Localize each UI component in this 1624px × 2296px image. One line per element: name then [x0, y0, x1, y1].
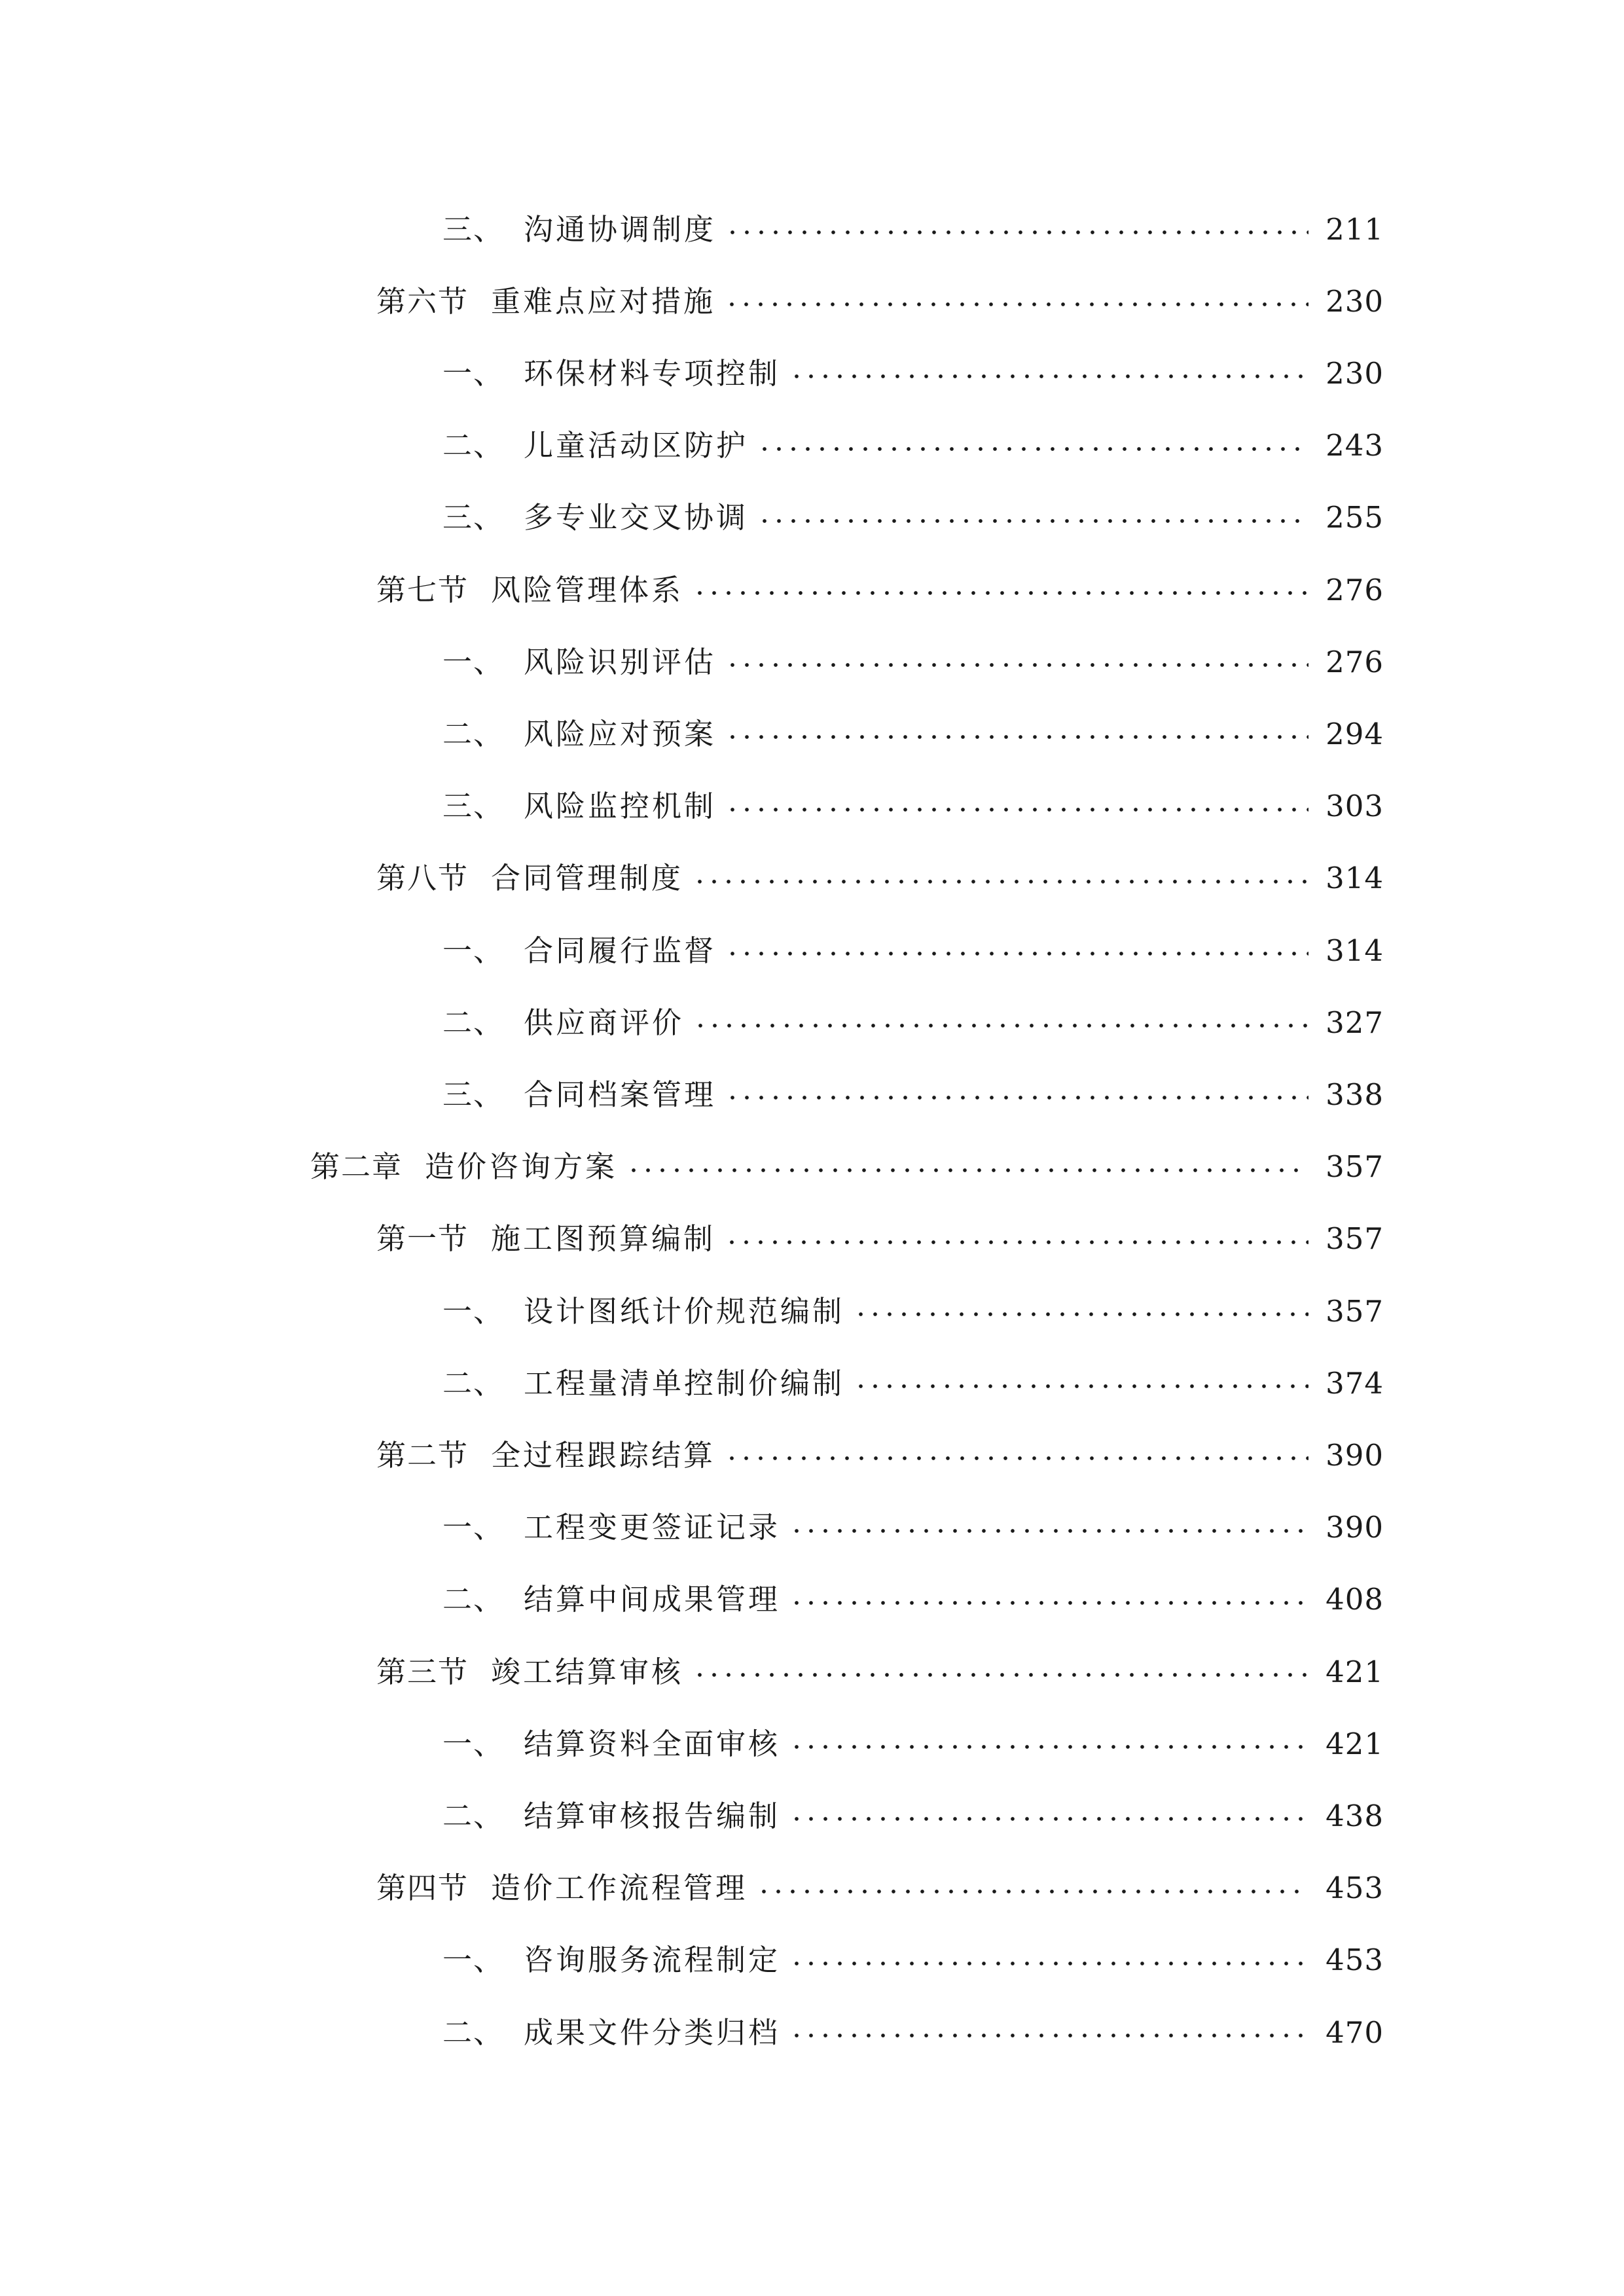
- toc-subsection-entry[interactable]: [442, 914, 1384, 986]
- toc-entry-number: 三、: [442, 211, 505, 247]
- toc-subsection-entry[interactable]: [442, 1708, 1384, 1780]
- toc-entry-title: 风险监控机制: [524, 789, 717, 824]
- dot-leader: [725, 950, 1308, 957]
- toc-entry-title: 儿童活动区防护: [524, 428, 749, 463]
- toc-entry-title: 风险应对预案: [524, 716, 717, 751]
- toc-subsection-entry[interactable]: [442, 337, 1384, 409]
- toc-entry-title: 风险管理体系: [491, 572, 684, 607]
- toc-entry-title: 合同档案管理: [524, 1077, 717, 1112]
- toc-subsection-entry[interactable]: [442, 1924, 1384, 1996]
- toc-entry-title: 风险识别评估: [524, 644, 717, 679]
- toc-entry-title: 工程变更签证记录: [524, 1510, 781, 1545]
- toc-entry-number: 一、: [442, 1510, 505, 1545]
- dot-leader: [789, 373, 1308, 380]
- dot-leader: [725, 1239, 1308, 1246]
- toc-entry-title: 工程量清单控制价编制: [524, 1365, 845, 1401]
- toc-page-number: 314: [1326, 861, 1384, 896]
- dot-leader: [693, 1022, 1308, 1029]
- dot-leader: [725, 662, 1308, 668]
- dot-leader: [725, 1094, 1308, 1101]
- dot-leader: [789, 1600, 1308, 1606]
- toc-chapter-entry[interactable]: [310, 1131, 1384, 1203]
- toc-entry-title: 施工图预算编制: [491, 1221, 716, 1257]
- toc-section-entry[interactable]: [376, 265, 1384, 337]
- dot-leader: [693, 878, 1308, 885]
- toc-entry-title: 竣工结算审核: [491, 1654, 684, 1689]
- dot-leader: [725, 734, 1308, 740]
- toc-page-number: 230: [1326, 355, 1384, 391]
- toc-page-number: 374: [1326, 1365, 1384, 1401]
- dot-leader: [789, 1816, 1308, 1822]
- dot-leader: [725, 1455, 1308, 1462]
- toc-entry-number: 一、: [442, 933, 505, 968]
- toc-entry-title: 咨询服务流程制定: [524, 1943, 781, 1978]
- toc-entry-number: 第二节: [376, 1437, 469, 1473]
- toc-entry-number: 第二章: [310, 1149, 403, 1185]
- toc-subsection-entry[interactable]: [442, 770, 1384, 842]
- dot-leader: [854, 1311, 1308, 1318]
- dot-leader: [725, 301, 1308, 308]
- toc-section-entry[interactable]: [376, 842, 1384, 914]
- toc-subsection-entry[interactable]: [442, 626, 1384, 698]
- toc-page-number: 421: [1326, 1654, 1384, 1689]
- toc-page-number: 255: [1326, 500, 1384, 535]
- toc-section-entry[interactable]: [376, 1852, 1384, 1924]
- toc-page-number: 390: [1326, 1437, 1384, 1473]
- toc-page-number: 390: [1326, 1510, 1384, 1545]
- toc-page-number: 294: [1326, 716, 1384, 751]
- toc-subsection-entry[interactable]: [442, 1347, 1384, 1419]
- dot-leader: [757, 1888, 1308, 1895]
- toc-entry-number: 第三节: [376, 1654, 469, 1689]
- toc-entry-number: 第四节: [376, 1871, 469, 1906]
- dot-leader: [789, 2032, 1308, 2039]
- toc-page-number: 408: [1326, 1582, 1384, 1617]
- toc-entry-number: 二、: [442, 2015, 505, 2050]
- toc-entry-title: 全过程跟踪结算: [491, 1437, 716, 1473]
- toc-page-number: 276: [1326, 572, 1384, 607]
- toc-entry-number: 二、: [442, 716, 505, 751]
- toc-entry-number: 二、: [442, 1365, 505, 1401]
- toc-entry-number: 第八节: [376, 861, 469, 896]
- toc-page-number: 357: [1326, 1293, 1384, 1329]
- toc-entry-number: 二、: [442, 1005, 505, 1040]
- toc-entry-title: 成果文件分类归档: [524, 2015, 781, 2050]
- dot-leader: [757, 518, 1308, 524]
- toc-entry-title: 设计图纸计价规范编制: [524, 1293, 845, 1329]
- toc-page-number: 357: [1326, 1221, 1384, 1257]
- toc-subsection-entry[interactable]: [442, 698, 1384, 770]
- toc-page-number: 338: [1326, 1077, 1384, 1112]
- toc-entry-title: 供应商评价: [524, 1005, 685, 1040]
- dot-leader: [725, 229, 1308, 236]
- toc-entry-title: 结算中间成果管理: [524, 1582, 781, 1617]
- toc-entry-number: 第一节: [376, 1221, 469, 1257]
- toc-subsection-entry[interactable]: [442, 193, 1384, 265]
- toc-subsection-entry[interactable]: [442, 410, 1384, 482]
- toc-entry-title: 重难点应对措施: [491, 283, 716, 319]
- toc-entry-title: 沟通协调制度: [524, 211, 717, 247]
- toc-page-number: 211: [1326, 211, 1384, 247]
- toc-entry-number: 二、: [442, 1798, 505, 1833]
- dot-leader: [757, 446, 1308, 452]
- toc-subsection-entry[interactable]: [442, 1058, 1384, 1130]
- dot-leader: [789, 1960, 1308, 1967]
- toc-entry-title: 多专业交叉协调: [524, 500, 749, 535]
- toc-page-number: 314: [1326, 933, 1384, 968]
- toc-entry-number: 二、: [442, 428, 505, 463]
- toc-entry-number: 第七节: [376, 572, 469, 607]
- toc-page-number: 243: [1326, 428, 1384, 463]
- dot-leader: [693, 1672, 1308, 1678]
- toc-subsection-entry[interactable]: [442, 986, 1384, 1058]
- toc-subsection-entry[interactable]: [442, 1780, 1384, 1852]
- toc-entry-number: 一、: [442, 1726, 505, 1761]
- dot-leader: [789, 1528, 1308, 1534]
- toc-subsection-entry[interactable]: [442, 482, 1384, 554]
- toc-section-entry[interactable]: [376, 1203, 1384, 1275]
- toc-entry-title: 合同履行监督: [524, 933, 717, 968]
- toc-subsection-entry[interactable]: [442, 1564, 1384, 1636]
- toc-page-number: 327: [1326, 1005, 1384, 1040]
- toc-section-entry[interactable]: [376, 1419, 1384, 1491]
- toc-entry-title: 环保材料专项控制: [524, 355, 781, 391]
- toc-page-number: 276: [1326, 644, 1384, 679]
- toc-page-number: 303: [1326, 789, 1384, 824]
- toc-entry-number: 一、: [442, 644, 505, 679]
- toc-entry-number: 二、: [442, 1582, 505, 1617]
- toc-entry-number: 一、: [442, 355, 505, 391]
- toc-entry-number: 三、: [442, 789, 505, 824]
- toc-entry-title: 合同管理制度: [491, 861, 684, 896]
- toc-entry-title: 造价工作流程管理: [491, 1871, 748, 1906]
- toc-entry-number: 三、: [442, 500, 505, 535]
- toc-subsection-entry[interactable]: [442, 1275, 1384, 1347]
- dot-leader: [854, 1383, 1308, 1390]
- dot-leader: [789, 1744, 1308, 1750]
- toc-page-number: 357: [1326, 1149, 1384, 1185]
- toc-subsection-entry[interactable]: [442, 1492, 1384, 1564]
- dot-leader: [725, 806, 1308, 813]
- toc-section-entry[interactable]: [376, 1636, 1384, 1708]
- toc-page-number: 453: [1326, 1943, 1384, 1978]
- toc-entry-title: 结算审核报告编制: [524, 1798, 781, 1833]
- dot-leader: [626, 1167, 1308, 1174]
- toc-entry-number: 一、: [442, 1943, 505, 1978]
- toc-page-number: 438: [1326, 1798, 1384, 1833]
- toc-section-entry[interactable]: [376, 554, 1384, 626]
- toc-page-number: 421: [1326, 1726, 1384, 1761]
- toc-page-number: 453: [1326, 1871, 1384, 1906]
- toc-entry-number: 一、: [442, 1293, 505, 1329]
- toc-entry-number: 第六节: [376, 283, 469, 319]
- toc-page-number: 470: [1326, 2015, 1384, 2050]
- toc-entry-number: 三、: [442, 1077, 505, 1112]
- dot-leader: [693, 590, 1308, 596]
- toc-entry-title: 造价咨询方案: [425, 1149, 618, 1185]
- toc-entry-title: 结算资料全面审核: [524, 1726, 781, 1761]
- toc-subsection-entry[interactable]: [442, 1996, 1384, 2068]
- toc-page-number: 230: [1326, 283, 1384, 319]
